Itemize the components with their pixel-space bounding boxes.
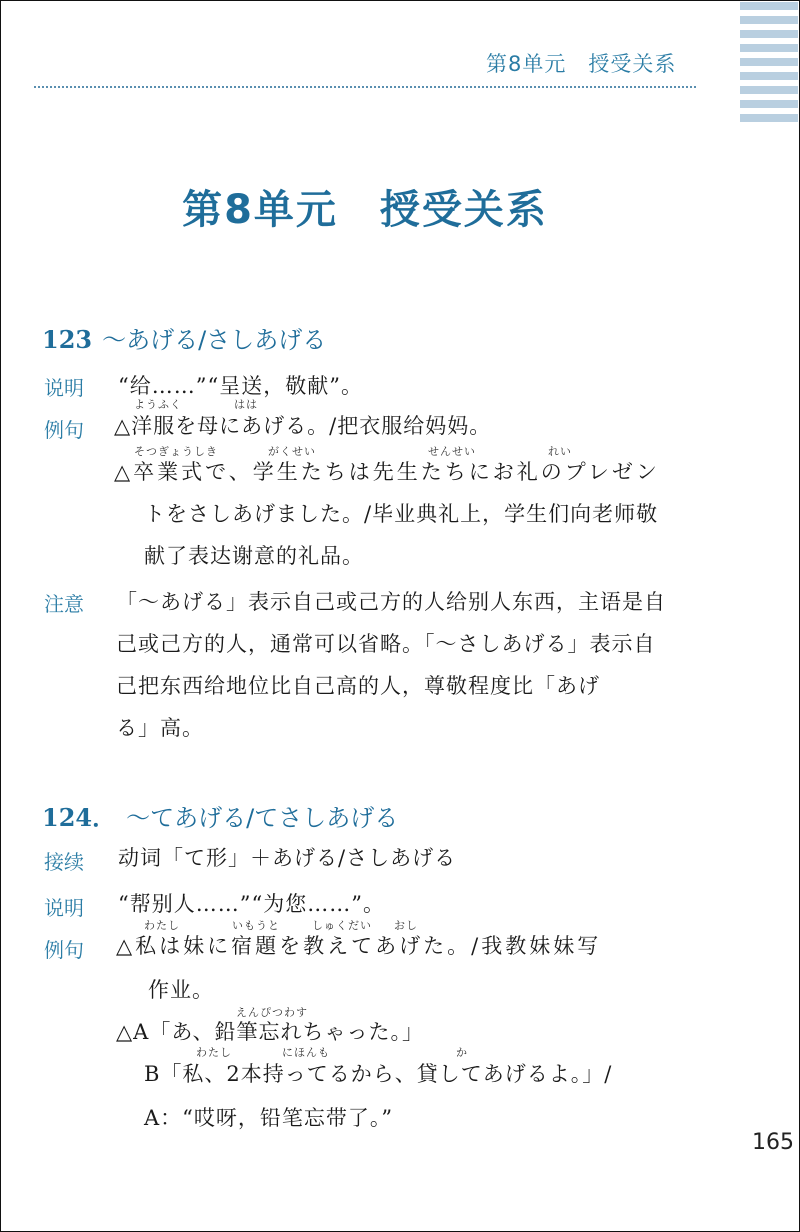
note-text: る」高。	[116, 716, 204, 740]
example-sentence: 作业。	[148, 978, 214, 1002]
explain-tag: 说明	[44, 896, 84, 920]
note-text: 己或己方的人，通常可以省略。「～さしあげる」表示自	[116, 632, 656, 656]
dialog-line-b: B「私、2本持ってるから、貸してあげるよ。」/	[144, 1062, 613, 1086]
ruby-yoofuku: ようふく	[134, 398, 182, 411]
ruby-watashi: わたし	[196, 1046, 232, 1059]
ruby-oshi: おし	[394, 919, 418, 932]
entry-pattern: ～あげる/さしあげる	[102, 326, 327, 354]
ruby-watashi: わたし	[144, 919, 180, 932]
entry-124-heading	[42, 798, 398, 833]
note-text: 己把东西给地位比自己高的人，尊敬程度比「あげ	[116, 674, 600, 698]
chapter-title: 第8单元 授受关系	[182, 187, 548, 233]
corner-stripes-decoration	[740, 2, 798, 124]
ruby-haha: はは	[234, 398, 258, 411]
entry-pattern: ～てあげる/てさしあげる	[126, 804, 399, 832]
example-sentence: トをさしあげました。/毕业典礼上，学生们向老师敬	[144, 502, 659, 526]
note-text: 「～あげる」表示自己或己方的人给别人东西，主语是自	[116, 590, 666, 614]
note-tag: 注意	[44, 592, 84, 616]
running-head: 第8单元 授受关系	[486, 52, 677, 76]
ruby-imouto: いもうと	[232, 919, 280, 932]
dialog-line-a: △A「あ、鉛筆忘れちゃった。」	[116, 1020, 424, 1044]
entry-number: 123	[42, 325, 93, 354]
connect-text: 动词「て形」＋あげる/さしあげる	[118, 846, 457, 870]
entry-number: 124．	[42, 803, 117, 832]
explain-tag: 说明	[44, 376, 84, 400]
explain-text: “给……”“呈送，敬献”。	[118, 374, 363, 398]
entry-123-heading	[42, 320, 326, 355]
ruby-rei: れい	[548, 445, 572, 458]
explain-text: “帮别人……”“为您……”。	[118, 892, 385, 916]
ruby-gakusei: がくせい	[268, 445, 316, 458]
example-tag: 例句	[44, 938, 84, 962]
ruby-shukudai: しゅくだい	[312, 919, 372, 932]
ruby-sotsugyoushiki: そつぎょうしき	[134, 445, 218, 458]
example-sentence: △卒業式で、学生たちは先生たちにお礼のプレゼン	[114, 460, 660, 484]
example-tag: 例句	[44, 418, 84, 442]
ruby-enpitsuwasu: えんぴつわす	[236, 1006, 308, 1019]
ruby-ka: か	[456, 1046, 468, 1059]
header-rule	[34, 86, 696, 88]
example-sentence: △洋服を母にあげる。/把衣服给妈妈。	[114, 414, 492, 438]
ruby-nihonmo: にほんも	[282, 1046, 330, 1059]
connect-tag: 接续	[44, 850, 84, 874]
dialog-line-translation: A：“哎呀，铅笔忘带了。”	[144, 1106, 394, 1130]
example-sentence: 献了表达谢意的礼品。	[144, 544, 364, 568]
example-sentence: △私は妹に宿題を教えてあげた。/我教妹妹写	[116, 934, 602, 958]
ruby-sensei: せんせい	[428, 445, 476, 458]
page-number: 165	[752, 1130, 794, 1155]
